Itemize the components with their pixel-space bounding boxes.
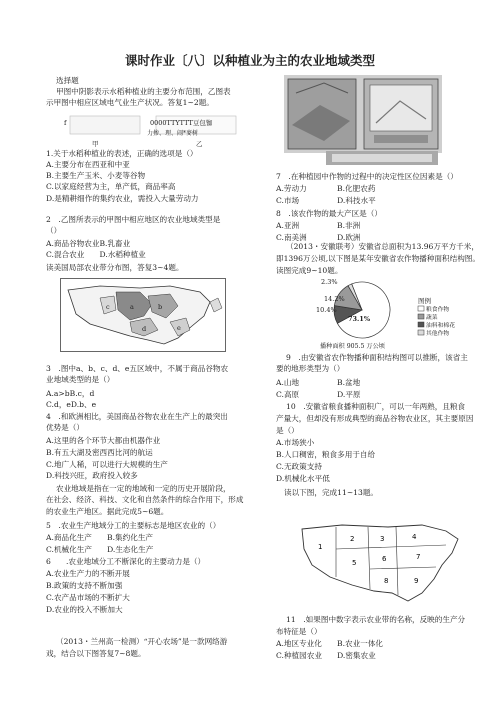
chart-code-label: 0000TTYTTT豆包铷 bbox=[150, 119, 213, 127]
left-line: D.是精耕细作的集约农业，需投入大量劳动力 bbox=[46, 194, 199, 203]
chart-f-label: f bbox=[64, 119, 67, 127]
left-line: B.有五大湖及密西西比河的航运 bbox=[46, 448, 153, 457]
pie-legend-0: 粮食作物 bbox=[426, 307, 450, 313]
right-line: A.山地 B.盆地 bbox=[276, 378, 361, 387]
right-line: 11 .如果图中数字表示农业带的名称，反映的生产分 bbox=[286, 615, 466, 624]
us-belts-numbered-map bbox=[296, 519, 466, 606]
map-label-e: e bbox=[177, 324, 181, 332]
pie-pct-top: 2.3% bbox=[321, 278, 338, 286]
left-line: 3 .图中a、b、c、d、e五区域中，不属于商品谷物农 bbox=[46, 364, 229, 373]
left-line: C.混合农业 D.水稻种植业 bbox=[46, 250, 146, 259]
left-line: A.商品化生产 B.集约化生产 bbox=[46, 533, 154, 542]
svg-text:6: 6 bbox=[382, 555, 387, 563]
right-line: D.机械化水平低 bbox=[276, 474, 330, 483]
pie-legend-swatch bbox=[418, 306, 424, 311]
right-line: 布特征是（） bbox=[276, 627, 322, 636]
left-line: D.科技兴旺，政府投入较多 bbox=[46, 471, 138, 480]
right-line: 10 .安徽省粮食播种面积广，可以一年两熟，且粮食 bbox=[286, 402, 466, 411]
pie-legend-swatch bbox=[418, 314, 424, 319]
page-title: 课时作业〔八〕以种植业为主的农业地域类型 bbox=[124, 53, 375, 68]
pie-pct-big: 73.1% bbox=[348, 315, 371, 323]
happy-farm-screenshot-2 bbox=[326, 150, 438, 164]
right-line: 读以下图，完成11~13题。 bbox=[284, 488, 379, 497]
left-line: 4 .和欧洲相比，美国商品谷物农业在生产上的最突出 bbox=[46, 412, 228, 421]
right-line: （2013・安徽联考）安徽省总面积为13.96万平方千米， bbox=[286, 242, 479, 251]
map-label-b: b bbox=[158, 303, 163, 311]
pie-legend-title: 图例 bbox=[418, 297, 431, 305]
left-line: D.农业的投入不断加大 bbox=[46, 605, 123, 614]
us-farm-belt-map bbox=[60, 278, 226, 352]
left-line: C.机械化生产 D.生态化生产 bbox=[46, 545, 154, 554]
left-line: 在社会、经济、科技、文化和自然条件的综合作用下，形成 bbox=[46, 495, 244, 504]
pie-legend-3: 其他作物 bbox=[426, 331, 450, 337]
happy-farm-screenshot bbox=[284, 75, 442, 153]
pie-pct-small: 10.4% bbox=[316, 306, 337, 314]
left-line: A.商品谷物农业B.乳畜业 bbox=[46, 239, 131, 248]
map-label-c: c bbox=[106, 303, 110, 311]
left-line: 农业地域是指在一定的地域和一定的历史开展阶段， bbox=[56, 484, 231, 493]
svg-text:7: 7 bbox=[416, 553, 421, 561]
left-line: 示甲图中相应区域电气业生产状况。答复1~2题。 bbox=[46, 98, 214, 107]
left-line: B.主要生产玉米、小麦等谷物 bbox=[46, 171, 146, 180]
pie-legend-swatch bbox=[418, 330, 424, 335]
right-line: 7 .在种植园中作物的过程中的决定性区位因素是（） bbox=[276, 172, 458, 181]
left-line: C.以家庭经营为主，单产低，商品率高 bbox=[46, 182, 176, 191]
map-label-a: a bbox=[130, 303, 134, 311]
svg-text:9: 9 bbox=[414, 577, 419, 585]
left-line: A.主要分布在西亚和中亚 bbox=[46, 160, 130, 169]
chart-yi-label: 乙 bbox=[196, 140, 203, 148]
left-line: B.政策的支持不断加强 bbox=[46, 581, 123, 590]
svg-text:2: 2 bbox=[350, 535, 355, 543]
right-line: C.高原 D.平原 bbox=[276, 390, 361, 399]
pie-legend-swatch bbox=[418, 322, 424, 327]
left-line: A.a>bB.c，d bbox=[46, 389, 95, 398]
right-line: 产量大，但却没有形成典型的商品谷物农业区，其主要原因 bbox=[276, 414, 474, 423]
svg-text:8: 8 bbox=[384, 577, 389, 585]
left-line: A.农业生产力的不断开展 bbox=[46, 569, 130, 578]
left-line: 2 .乙图所表示的甲图中相应地区的农业地域类型是 bbox=[46, 215, 221, 224]
svg-text:1: 1 bbox=[318, 543, 323, 551]
left-line: 1.关于水稻种植业的表述，正确的选项是（） bbox=[46, 149, 198, 158]
right-line: 9 .由安徽省农作物播种面积结构图可以推断，该省主 bbox=[286, 353, 468, 362]
right-line: A.市场狭小 bbox=[276, 438, 315, 447]
left-line: 6 .农业地域分工不断深化的主要动力是（） bbox=[46, 557, 206, 566]
pie-legend-1: 蔬菜 bbox=[426, 315, 438, 321]
right-line: 是（） bbox=[276, 426, 299, 435]
left-line: 甲图中阴影表示水稻种植业的主要分布范围，乙图表 bbox=[56, 87, 231, 96]
left-line: 选择题 bbox=[56, 76, 79, 85]
map-label-d: d bbox=[142, 325, 147, 333]
svg-text:4: 4 bbox=[412, 533, 417, 541]
svg-text:5: 5 bbox=[352, 559, 357, 567]
chart-tick-label: 力掺、理、闹*麥树 bbox=[147, 130, 199, 137]
right-line: A.亚洲 B.非洲 bbox=[276, 221, 361, 230]
left-line: 5 .农业生产地域分工的主要标志是地区农业的（） bbox=[46, 521, 221, 530]
right-line: 读图完成9~10题。 bbox=[276, 266, 343, 275]
right-line: 要的地形类型为（） bbox=[276, 364, 345, 373]
left-line: 戏，结合以下图答复7~8题。 bbox=[46, 649, 146, 658]
left-line: A.这里的各个环节大都由机器作业 bbox=[46, 436, 161, 445]
right-line: A.劳动力 B.化肥农药 bbox=[276, 184, 376, 193]
pie-pct-mid: 14.2% bbox=[324, 295, 345, 303]
crop-area-pie-chart bbox=[306, 276, 466, 358]
right-line: C.南美洲 D.欧洲 bbox=[276, 233, 361, 242]
right-line: A.地区专业化 B.农业一体化 bbox=[276, 639, 384, 648]
left-line: 业地域类型的是（） bbox=[46, 375, 115, 384]
left-line: 优势是（） bbox=[46, 423, 84, 432]
right-line: 即1396万公顷,以下图是某年安徽省农作物播种面积结构图。 bbox=[276, 254, 480, 263]
left-line: （） bbox=[46, 226, 62, 235]
pie-legend-2: 油料和棉花 bbox=[426, 323, 455, 329]
left-line: 的农业生产地区。据此完成5~6题。 bbox=[46, 507, 169, 516]
pie-caption: 播种面积 905.5 万公顷 bbox=[320, 343, 385, 350]
left-line: C.d，eD.b、e bbox=[46, 400, 97, 409]
right-line: C.市场 D.科技水平 bbox=[276, 196, 376, 205]
right-line: 8 .该农作物的最大产区是（） bbox=[276, 209, 382, 218]
left-line: 读美国局部农业带分布图，答复3~4题。 bbox=[46, 263, 184, 272]
svg-text:3: 3 bbox=[380, 535, 385, 543]
right-line: C.无政策支持 bbox=[276, 462, 322, 471]
left-line: C.农产品市场的不断扩大 bbox=[46, 593, 130, 602]
left-line: C.地广人稀，可以进行大规模的生产 bbox=[46, 460, 168, 469]
right-line: B.人口稠密，粮食多用于自给 bbox=[276, 450, 376, 459]
chart-jia-label: 甲 bbox=[92, 140, 99, 148]
right-line: C.种植园农业 D.密集农业 bbox=[276, 651, 376, 660]
left-line: （2013・兰州高一检测）“开心农场”是一款网络游 bbox=[56, 637, 228, 646]
